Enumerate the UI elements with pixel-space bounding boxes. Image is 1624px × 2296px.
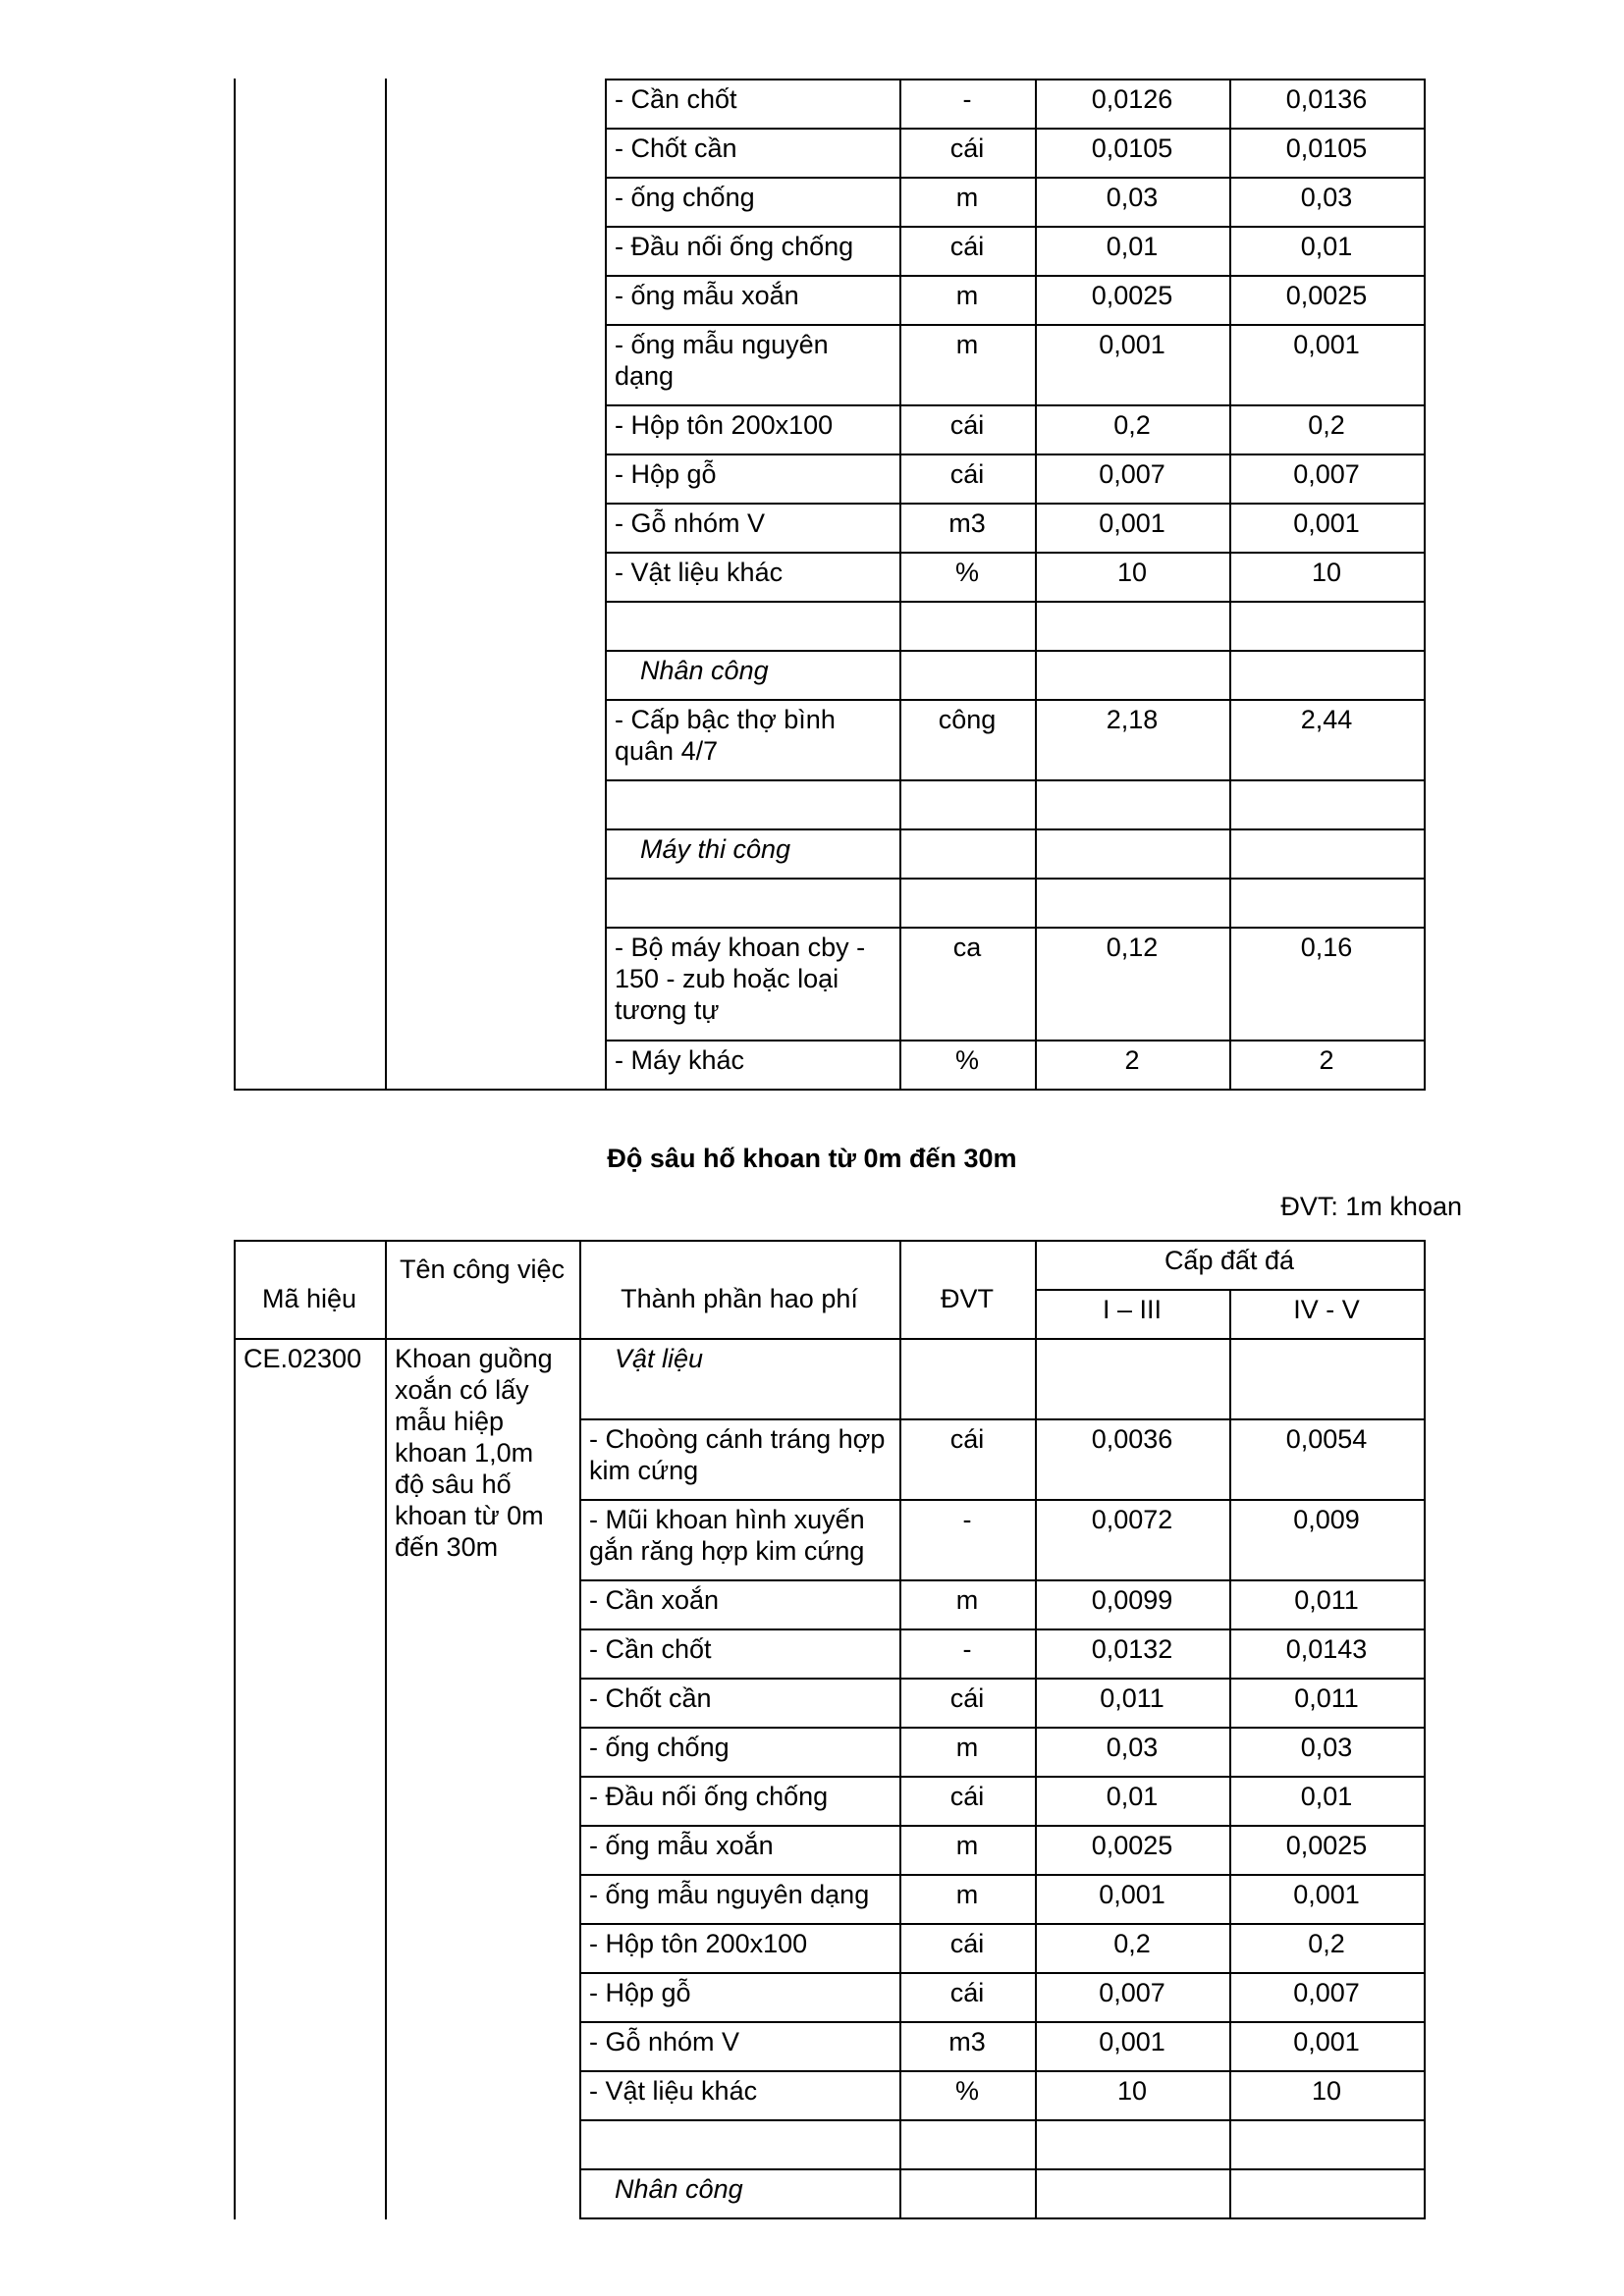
row-value-grade-1: 0,01: [1106, 232, 1159, 261]
row-unit: cái: [949, 1978, 985, 2007]
row-item: Máy thi công: [640, 834, 791, 864]
row-value-grade-2: 10: [1311, 558, 1342, 587]
row-unit: cái: [949, 1683, 985, 1713]
row-unit: cái: [949, 459, 985, 489]
row-item: - Cần chốt: [589, 1634, 712, 1664]
row-rule: [605, 1089, 1424, 1091]
row-value-grade-1: 0,001: [1099, 330, 1165, 359]
row-unit: m: [955, 1585, 979, 1615]
column-rule: [1424, 79, 1426, 1091]
row-value-grade-2: [1229, 650, 1424, 699]
row-value-grade-1: 0,2: [1113, 410, 1151, 440]
column-rule: [605, 79, 607, 1091]
unit-note: ĐVT: 1m khoan: [1280, 1192, 1462, 1221]
row-unit: m3: [948, 2027, 986, 2056]
row-unit: m: [955, 183, 979, 212]
row-item: - ống mẫu nguyên dạng: [589, 1880, 870, 1909]
row-value-grade-2: [1229, 878, 1424, 927]
row-unit: -: [962, 1634, 972, 1664]
column-rule: [899, 1240, 901, 2219]
row-unit: cái: [949, 1929, 985, 1958]
row-value-grade-1: 0,001: [1099, 2027, 1165, 2056]
row-unit: %: [954, 1045, 979, 1075]
row-item: Vật liệu: [615, 1344, 704, 1373]
column-rule: [385, 1240, 387, 2219]
row-item: - Hộp tôn 200x100: [589, 1929, 808, 1958]
row-value-grade-2: 0,001: [1293, 508, 1360, 538]
header-grade-1: I – III: [1102, 1295, 1163, 1324]
column-rule: [234, 79, 236, 1091]
row-unit: m: [955, 1880, 979, 1909]
table-top-rule: [234, 1240, 1424, 1242]
row-unit: [899, 601, 1035, 650]
row-value-grade-2: [1229, 1338, 1424, 1418]
row-item: - ống mẫu xoắn: [615, 281, 799, 310]
row-value-grade-1: 2,18: [1106, 705, 1159, 734]
row-item: Nhân công: [615, 2174, 743, 2204]
row-unit: [899, 828, 1035, 878]
row-unit: [899, 878, 1035, 927]
row-value-grade-1: 0,03: [1106, 1733, 1159, 1762]
column-rule: [1035, 79, 1037, 1091]
header-component: Thành phần hao phí: [621, 1284, 858, 1313]
row-item: - Gỗ nhóm V: [615, 508, 766, 538]
row-value-grade-2: 10: [1311, 2076, 1342, 2106]
row-value-grade-2: 0,0105: [1285, 133, 1368, 163]
work-code: CE.02300: [244, 1344, 362, 1373]
row-item: - Gỗ nhóm V: [589, 2027, 740, 2056]
row-value-grade-2: [1229, 828, 1424, 878]
row-value-grade-2: 0,009: [1293, 1505, 1360, 1534]
row-value-grade-2: 0,001: [1293, 2027, 1360, 2056]
row-item: - ống mẫu nguyên dạng: [615, 330, 829, 391]
row-value-grade-2: 0,001: [1293, 1880, 1360, 1909]
header-grade: Cấp đất đá: [1164, 1246, 1295, 1275]
row-value-grade-2: 0,001: [1293, 330, 1360, 359]
row-item: [605, 601, 899, 650]
row-item: - ống chống: [589, 1733, 730, 1762]
row-item: - Cấp bậc thợ bình quân 4/7: [615, 705, 836, 766]
row-item: - Đầu nối ống chống: [589, 1782, 829, 1811]
row-value-grade-2: 0,0054: [1285, 1424, 1368, 1454]
row-value-grade-1: [1035, 1338, 1229, 1418]
row-unit: m: [955, 1831, 979, 1860]
row-unit: -: [962, 84, 972, 114]
row-value-grade-1: 0,03: [1106, 183, 1159, 212]
row-item: [605, 878, 899, 927]
row-unit: m: [955, 281, 979, 310]
row-value-grade-2: 0,0136: [1285, 84, 1368, 114]
row-item: - Cần chốt: [615, 84, 737, 114]
row-value-grade-1: 0,007: [1099, 459, 1165, 489]
row-unit: cái: [949, 410, 985, 440]
row-value-grade-1: [1035, 2119, 1229, 2168]
row-value-grade-1: 0,011: [1100, 1683, 1164, 1713]
row-item: - Hộp tôn 200x100: [615, 410, 834, 440]
row-unit: cái: [949, 1424, 985, 1454]
row-value-grade-2: 0,011: [1294, 1683, 1359, 1713]
row-value-grade-2: 0,2: [1308, 410, 1345, 440]
row-value-grade-1: 0,12: [1106, 933, 1159, 962]
row-value-grade-1: 0,0099: [1091, 1585, 1173, 1615]
row-unit: cái: [949, 1782, 985, 1811]
row-value-grade-1: 0,0025: [1091, 1831, 1173, 1860]
row-value-grade-1: 0,2: [1113, 1929, 1151, 1958]
row-value-grade-1: 0,0072: [1091, 1505, 1173, 1534]
table-bottom-rule: [234, 1089, 605, 1091]
row-item: - ống mẫu xoắn: [589, 1831, 774, 1860]
row-value-grade-1: 0,001: [1099, 508, 1165, 538]
row-item: - Hộp gỗ: [615, 459, 717, 489]
row-value-grade-1: [1035, 779, 1229, 828]
row-unit: [899, 779, 1035, 828]
row-item: - Vật liệu khác: [589, 2076, 758, 2106]
row-item: - Vật liệu khác: [615, 558, 784, 587]
row-value-grade-2: 0,007: [1293, 459, 1360, 489]
row-unit: cái: [949, 232, 985, 261]
row-value-grade-2: [1229, 779, 1424, 828]
row-rule: [579, 2217, 1424, 2219]
column-rule: [1035, 1240, 1037, 2219]
row-item: [605, 779, 899, 828]
row-value-grade-1: 0,0036: [1091, 1424, 1173, 1454]
column-rule: [385, 79, 387, 1091]
row-unit: -: [962, 1505, 972, 1534]
row-value-grade-1: 0,001: [1099, 1880, 1165, 1909]
row-unit: m3: [948, 508, 986, 538]
row-unit: [899, 2119, 1035, 2168]
work-name: Khoan guồng xoắn có lấy mẫu hiệp khoan 1,0m độ sâu hố khoan từ 0m đến 30m: [395, 1344, 553, 1562]
header-work: Tên công việc: [399, 1255, 566, 1284]
column-rule: [1229, 79, 1231, 1091]
column-rule: [234, 1240, 236, 2219]
row-item: - Mũi khoan hình xuyến gắn răng hợp kim cứng: [589, 1505, 865, 1566]
row-value-grade-2: 0,0025: [1285, 1831, 1368, 1860]
row-item: - Máy khác: [615, 1045, 745, 1075]
row-value-grade-2: 0,011: [1294, 1585, 1359, 1615]
row-value-grade-2: 0,01: [1300, 1782, 1353, 1811]
row-value-grade-1: [1035, 828, 1229, 878]
header-grade-2: IV - V: [1293, 1295, 1360, 1324]
row-item: - Choòng cánh tráng hợp kim cứng: [589, 1424, 886, 1485]
row-value-grade-1: 10: [1116, 558, 1148, 587]
section-title: Độ sâu hố khoan từ 0m đến 30m: [607, 1144, 1017, 1173]
row-value-grade-2: 2: [1319, 1045, 1334, 1075]
row-item: - Chốt cần: [615, 133, 737, 163]
row-unit: m: [955, 330, 979, 359]
row-value-grade-2: 0,0143: [1285, 1634, 1368, 1664]
row-item: - Chốt cần: [589, 1683, 712, 1713]
row-value-grade-1: 2: [1124, 1045, 1140, 1075]
row-value-grade-2: [1229, 2168, 1424, 2217]
row-value-grade-1: [1035, 2168, 1229, 2217]
row-value-grade-1: 0,0132: [1091, 1634, 1173, 1664]
row-item: - Đầu nối ống chống: [615, 232, 854, 261]
row-item: - Hộp gỗ: [589, 1978, 691, 2007]
column-rule: [899, 79, 901, 1091]
header-code: Mã hiệu: [261, 1284, 357, 1313]
row-value-grade-2: 0,16: [1300, 933, 1353, 962]
row-value-grade-2: 0,2: [1308, 1929, 1345, 1958]
column-rule: [1424, 1240, 1426, 2219]
row-unit: ca: [952, 933, 982, 962]
row-unit: công: [938, 705, 997, 734]
column-rule: [579, 1240, 581, 2219]
row-item: [579, 2119, 899, 2168]
row-value-grade-2: 0,01: [1300, 232, 1353, 261]
row-value-grade-2: 0,03: [1300, 1733, 1353, 1762]
column-rule: [1229, 1289, 1231, 2219]
row-value-grade-1: [1035, 878, 1229, 927]
row-unit: [899, 650, 1035, 699]
header-unit: ĐVT: [941, 1284, 994, 1313]
row-value-grade-1: 10: [1116, 2076, 1148, 2106]
row-value-grade-2: [1229, 601, 1424, 650]
row-item: Nhân công: [640, 656, 769, 685]
row-unit: %: [954, 558, 979, 587]
row-value-grade-1: [1035, 601, 1229, 650]
row-value-grade-2: [1229, 2119, 1424, 2168]
row-item: - Cần xoắn: [589, 1585, 720, 1615]
row-value-grade-2: 0,007: [1293, 1978, 1360, 2007]
row-item: - Bộ máy khoan cby - 150 - zub hoặc loại tương tự: [615, 933, 866, 1025]
row-value-grade-1: 0,0126: [1091, 84, 1173, 114]
row-value-grade-2: 0,03: [1300, 183, 1353, 212]
row-value-grade-1: [1035, 650, 1229, 699]
row-value-grade-2: 0,0025: [1285, 281, 1368, 310]
row-unit: cái: [949, 133, 985, 163]
row-value-grade-1: 0,0025: [1091, 281, 1173, 310]
row-value-grade-1: 0,01: [1106, 1782, 1159, 1811]
row-value-grade-1: 0,0105: [1091, 133, 1173, 163]
row-value-grade-2: 2,44: [1300, 705, 1353, 734]
row-unit: m: [955, 1733, 979, 1762]
row-item: - ống chống: [615, 183, 755, 212]
row-unit: %: [954, 2076, 979, 2106]
row-unit: [899, 1338, 1035, 1418]
row-value-grade-1: 0,007: [1099, 1978, 1165, 2007]
row-unit: [899, 2168, 1035, 2217]
